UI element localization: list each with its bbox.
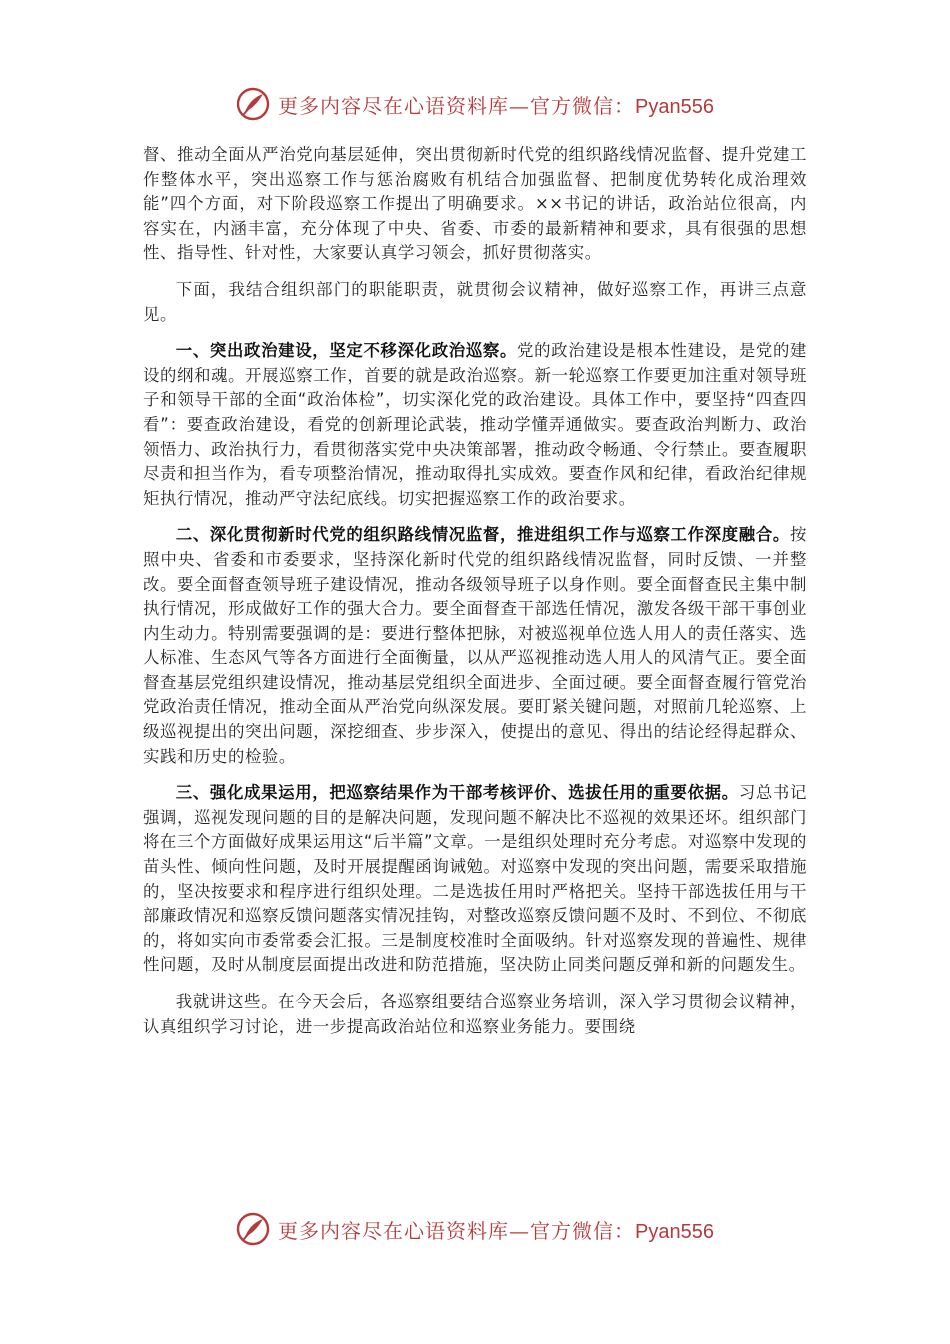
- footer-banner: [0, 1209, 950, 1249]
- paragraph-closing: 我就讲这些。在今天会后，各巡察组要结合巡察业务培训，深入学习贯彻会议精神，认真组织学习讨论，进一步提高政治站位和巡察业务能力。要围绕: [143, 992, 807, 1036]
- paragraph-point-one: [143, 339, 807, 511]
- paragraph-point-three: [143, 781, 807, 978]
- point-one-text: 党的政治建设是根本性建设，是党的建设的纲和魂。开展巡察工作，首要的就是政治巡察。新一轮巡察工作要更加注重对领导班子和领导干部的全面“政治体检”，切实深化党的政治建设。具体工作中，要坚持“四查四看”：要查政治建设，看党的创新理论武装，推动学懂弄通做实。要查政治判断力、政治领悟力、政治执行力，看贯彻落实党中央决策部署，推动政令畅通、令行禁止。要查履职尽责和担当作为，看专项整治情况，推动取得扎实成效。要查作风和纪律，看政治纪律规矩执行情况，推动严守法纪底线。切实把握巡察工作的政治要求。: [143, 341, 808, 508]
- header-banner: [0, 84, 950, 124]
- quill-logo-icon: [236, 1212, 270, 1246]
- point-three-heading: 三、强化成果运用，把巡察结果作为干部考核评价、选拔任用的重要依据。: [175, 783, 739, 803]
- footer-banner-text: 更多内容尽在心语资料库—官方微信：Pyan556: [278, 1218, 714, 1243]
- paragraph-point-two: [143, 523, 807, 769]
- document-body: [143, 143, 807, 1051]
- header-banner-text: 更多内容尽在心语资料库—官方微信：Pyan556: [278, 93, 714, 118]
- header-banner-handle: Pyan556: [635, 95, 714, 118]
- footer-banner-handle: Pyan556: [635, 1220, 714, 1243]
- point-two-heading: 二、深化贯彻新时代党的组织路线情况监督，推进组织工作与巡察工作深度融合。: [175, 525, 790, 545]
- quill-logo-icon: [236, 87, 270, 121]
- point-three-text: 习总书记强调，巡视发现问题的目的是解决问题，发现问题不解决比不巡视的效果还坏。组织部门将在三个方面做好成果运用这“后半篇”文章。一是组织处理时充分考虑。对巡察中发现的苗头性、倾向性问题，及时开展提醒函询诫勉。对巡察中发现的突出问题，需要采取措施的，坚决按要求和程序进行组织处理。二是选拔任用时严格把关。坚持干部选拔任用与干部廉政情况和巡察反馈问题落实情况挂钩，对整改巡察反馈问题不及时、不到位、不彻底的，将如实向市委常委会汇报。三是制度校准时全面吸纳。针对巡察发现的普遍性、规律性问题，及时从制度层面提出改进和防范措施，坚决防止同类问题反弹和新的问题发生。: [143, 783, 807, 975]
- paragraph-intro: 下面，我结合组织部门的职能职责，就贯彻会议精神，做好巡察工作，再讲三点意见。: [143, 279, 807, 324]
- point-two-text: 按照中央、省委和市委要求，坚持深化新时代党的组织路线情况监督，同时反馈、一并整改。要全面督查领导班子建设情况，推动各级领导班子以身作则。要全面督查民主集中制执行情况，形成做好工作的强大合力。要全面督查干部选任情况，激发各级干部干事创业内生动力。特别需要强调的是：要进行整体把脉，对被巡视单位选人用人的责任落实、选人标准、生态风气等各方面进行全面衡量，以从严巡视推动选人用人的风清气正。要全面督查基层党组织建设情况，推动基层党组织全面进步、全面过硬。要全面督查履行管党治党政治责任情况，推动全面从严治党向纵深发展。要盯紧关键问题，对照前几轮巡察、上级巡视提出的突出问题，深挖细查、步步深入，使提出的意见、得出的结论经得起群众、实践和历史的检验。: [143, 525, 807, 766]
- paragraph-continuation: 督、推动全面从严治党向基层延伸，突出贯彻新时代党的组织路线情况监督、提升党建工作整体水平，突出巡察工作与惩治腐败有机结合加强监督、把制度优势转化成治理效能”四个方面，对下阶段巡察工作提出了明确要求。××书记的讲话，政治站位很高，内容实在，内涵丰富，充分体现了中央、省委、市委的最新精神和要求，具有很强的思想性、指导性、针对性，大家要认真学习领会，抓好贯彻落实。: [143, 145, 807, 263]
- point-one-heading: 一、突出政治建设，坚定不移深化政治巡察。: [175, 341, 518, 361]
